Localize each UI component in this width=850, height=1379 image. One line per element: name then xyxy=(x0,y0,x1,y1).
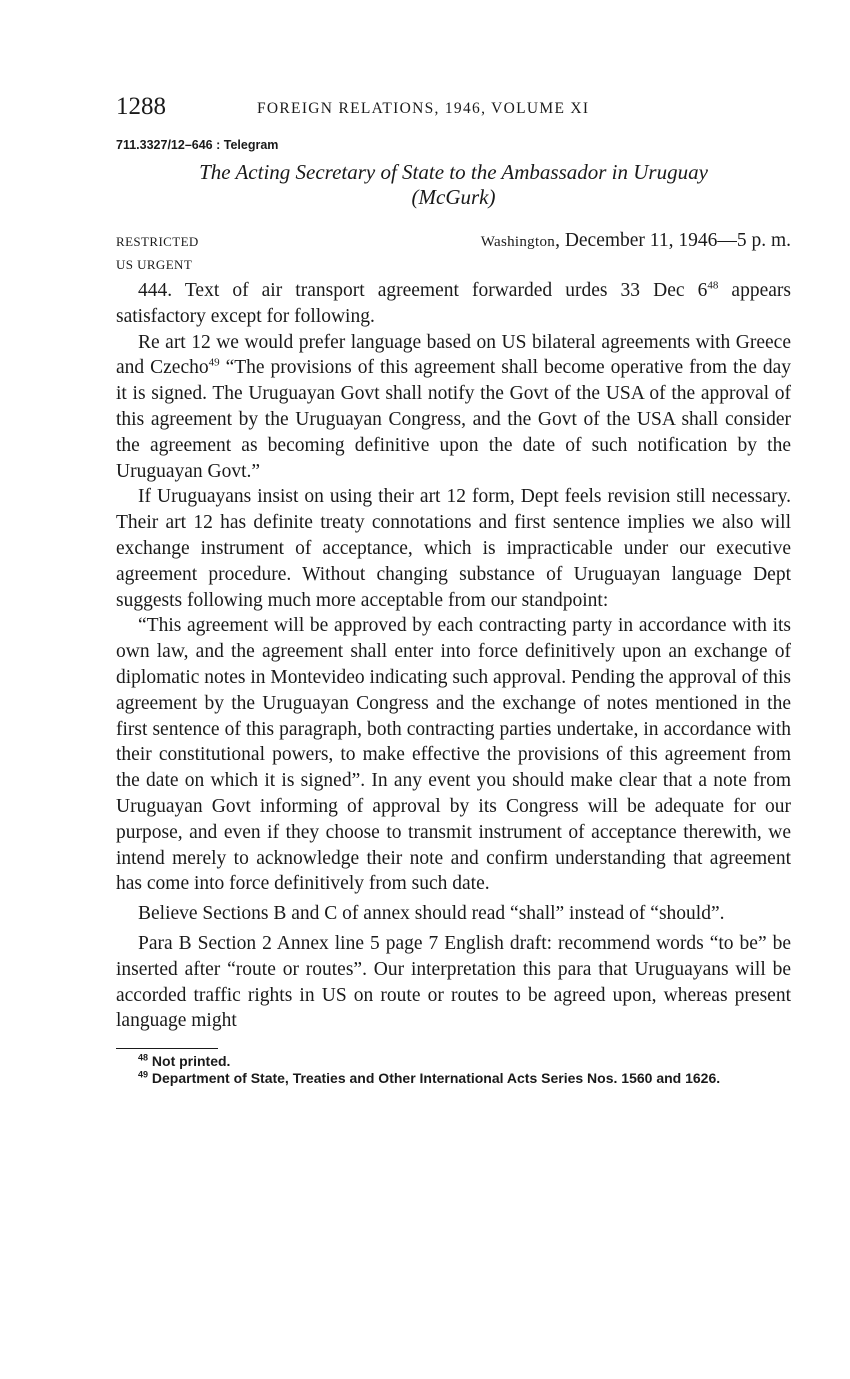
paragraph: Para B Section 2 Annex line 5 page 7 English draft: recommend words “to be” be inserted after “route or routes”. Our interpretation this para that Uruguayans will be accorded traffic rights in US on route or routes to be agreed upon, whereas present language might xyxy=(116,932,791,1032)
page-number: 1288 xyxy=(116,93,166,120)
running-head xyxy=(116,92,791,126)
document-title xyxy=(116,160,791,210)
dateline xyxy=(481,228,791,255)
paragraph xyxy=(116,330,791,485)
footnote-text: Not printed. xyxy=(148,1053,231,1070)
file-reference: 711.3327/12–646 : Telegram xyxy=(116,138,279,152)
document-title-line-2: (McGurk) xyxy=(411,185,496,209)
footnote-divider xyxy=(116,1048,218,1049)
document-title-line-1: The Acting Secretary of State to the Ambassador in Uruguay xyxy=(199,160,708,184)
footnote-ref: 49 xyxy=(208,356,220,369)
footnote-text: Department of State, Treaties and Other International Acts Series Nos. 1560 and 1626. xyxy=(148,1070,721,1087)
paragraph-text: appears satisfactory except for following. xyxy=(116,280,791,327)
paragraph: If Uruguayans insist on using their art 12 form, Dept feels revision still necessary. Their art 12 has definite treaty connotations and first sentence implies we also will exchange instrument of acceptance, which is impracticable under our executive agreement procedure. Without changing substance of Uruguayan language Dept suggests following much more acceptable from our standpoint: xyxy=(116,486,791,611)
dateline-place: Washington xyxy=(480,234,556,250)
paragraph xyxy=(116,278,791,330)
quoted-paragraph: “This agreement will be approved by each contracting party in accordance with its own law, and the agreement shall enter into force definitively upon an exchange of diplomatic notes in Montevideo indicating such approval. Pending the approval of this agreement by the Uruguayan Congress and the exchange of notes mentioned in the first sentence of this paragraph, both contracting parties undertake, in accordance with their constitutional powers, to make effective the provisions of this agreement from the date on which it is signed”. In any event you should make clear that a note from Uruguayan Govt informing of approval by its Congress will be adequate for our purpose, and even if they choose to transmit instrument of acceptance therewith, we intend merely to acknowledge their note and confirm understanding that agreement has come into force definitively from such date. xyxy=(116,615,791,895)
paragraph-text: Re art 12 we would prefer language based on US bilateral agreements with Greece and Czecho xyxy=(116,331,791,379)
paragraph-text: “The provisions of this agreement shall become operative from the day it is signed. The Uruguayan Govt shall notify the Govt of the USA of the approval of this agreement by the Uruguayan Congress, and the Govt of the USA shall consider the agreement as becoming definitive upon the date of such notification by the Uruguayan Govt.” xyxy=(116,357,791,482)
document-page xyxy=(116,92,791,1087)
footnote xyxy=(116,1070,791,1087)
running-title: FOREIGN RELATIONS, 1946, VOLUME XI xyxy=(257,100,590,117)
telegram-body xyxy=(116,278,791,1034)
footnotes xyxy=(116,1053,791,1087)
classification-urgent: US URGENT xyxy=(116,257,193,272)
footnote xyxy=(116,1053,791,1070)
footnote-mark: 49 xyxy=(138,1069,149,1080)
classification-restricted: RESTRICTED xyxy=(116,234,199,249)
footnote-ref: 48 xyxy=(707,279,719,292)
dateline-date: , December 11, 1946—5 p. m. xyxy=(555,230,791,251)
paragraph: Believe Sections B and C of annex should read “shall” instead of “should”. xyxy=(138,903,725,925)
paragraph-text: 444. Text of air transport agreement forwarded urdes 33 Dec 6 xyxy=(138,280,708,301)
footnote-mark: 48 xyxy=(138,1052,149,1063)
telegram-header xyxy=(116,228,791,256)
